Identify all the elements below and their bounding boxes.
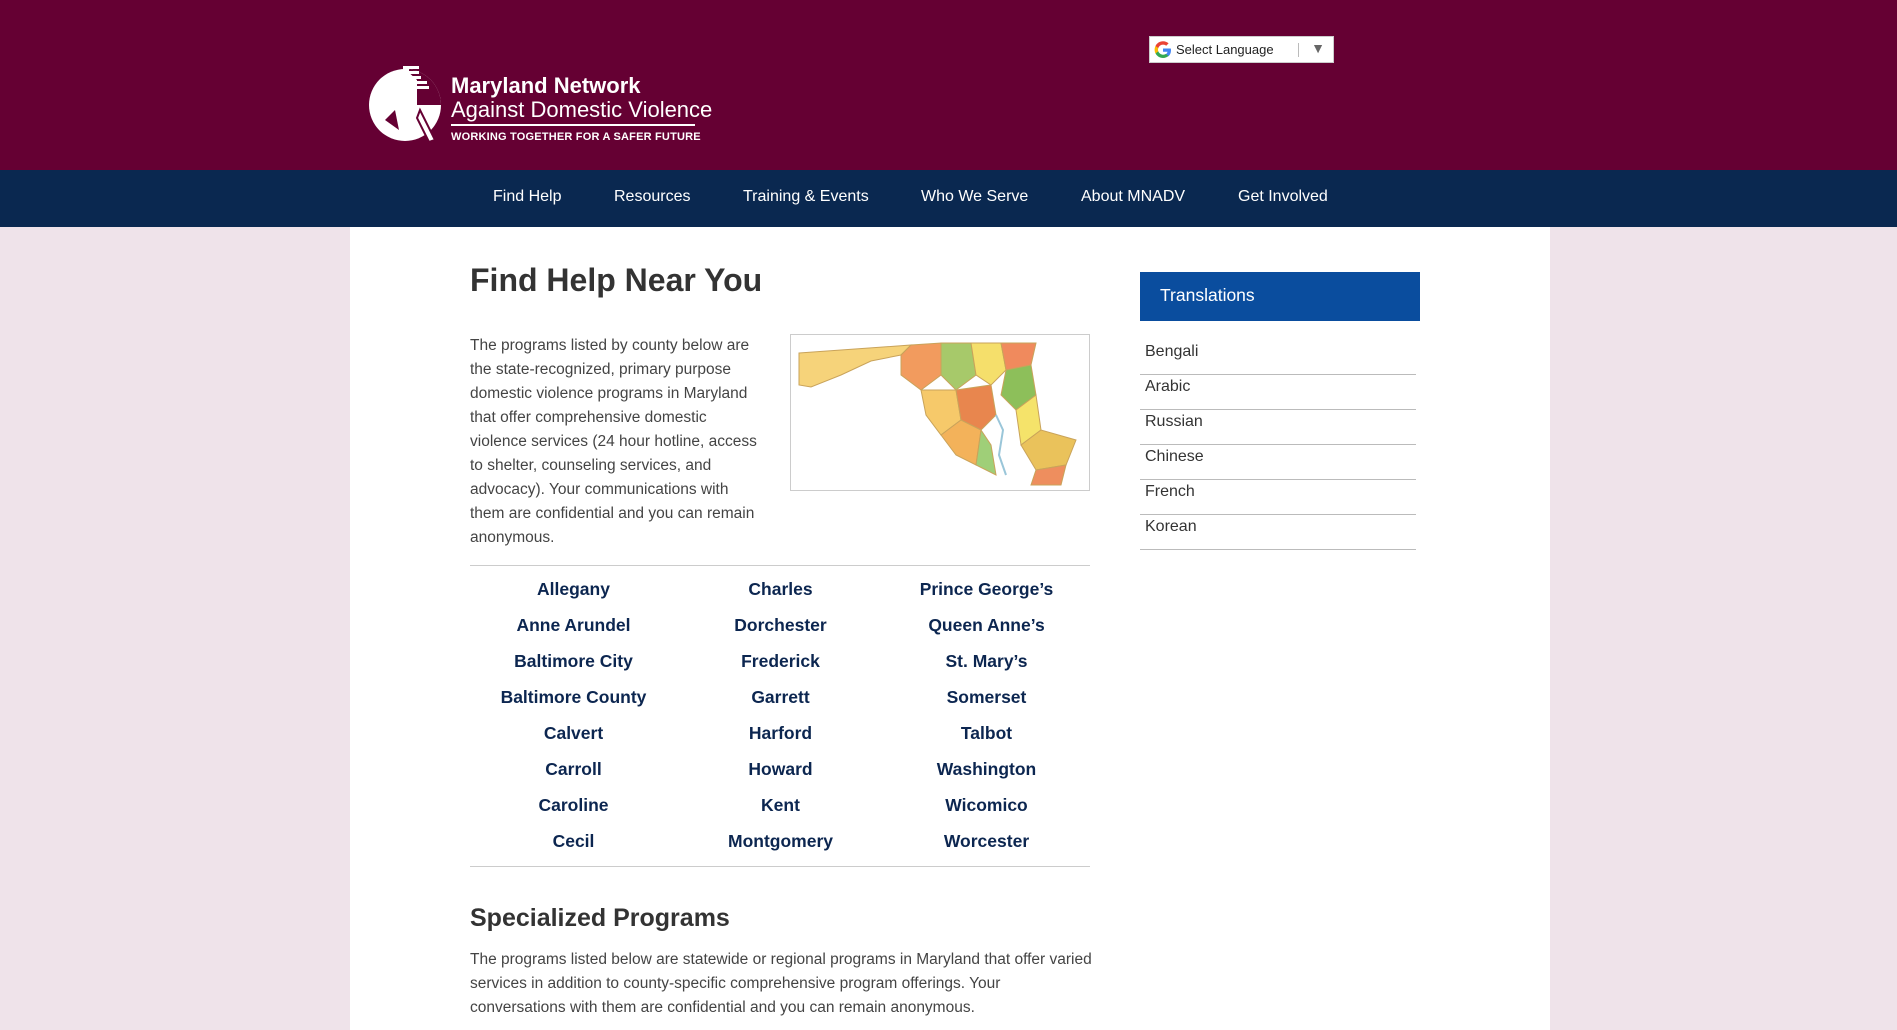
county-link[interactable]: Wicomico	[945, 795, 1028, 815]
county-link[interactable]: Charles	[748, 579, 813, 599]
maryland-county-map[interactable]	[790, 334, 1090, 491]
county-link[interactable]: Garrett	[751, 687, 810, 707]
nav-who-we-serve[interactable]: Who We Serve	[921, 188, 1029, 205]
translation-link[interactable]: French	[1140, 480, 1416, 515]
translation-link[interactable]: Bengali	[1140, 340, 1416, 375]
logo-emblem-icon	[365, 60, 455, 150]
logo-tagline: WORKING TOGETHER FOR A SAFER FUTURE	[451, 131, 701, 143]
translation-link[interactable]: Russian	[1140, 410, 1416, 445]
select-separator	[1298, 43, 1299, 57]
site-logo[interactable]	[365, 60, 713, 150]
county-link[interactable]: Prince George’s	[919, 579, 1054, 599]
translation-link[interactable]: Arabic	[1140, 375, 1416, 410]
nav-training-events[interactable]: Training & Events	[743, 188, 869, 205]
page-title: Find Help Near You	[470, 262, 763, 298]
logo-name-line1: Maryland Network	[451, 73, 641, 98]
divider	[470, 565, 1090, 566]
logo-divider	[451, 124, 695, 126]
county-link[interactable]: Washington	[936, 759, 1037, 779]
county-link[interactable]: Calvert	[543, 723, 604, 743]
county-column	[883, 577, 1090, 865]
specialized-programs-title: Specialized Programs	[470, 904, 730, 932]
logo-name-line2: Against Domestic Violence	[451, 97, 713, 122]
county-column	[470, 577, 677, 865]
nav-get-involved[interactable]: Get Involved	[1238, 188, 1328, 205]
county-link[interactable]: Howard	[748, 759, 813, 779]
county-link[interactable]: Talbot	[960, 723, 1013, 743]
maryland-map-icon	[791, 335, 1089, 490]
county-link[interactable]: Frederick	[741, 651, 820, 671]
county-link[interactable]: St. Mary’s	[945, 651, 1028, 671]
translation-link[interactable]: Chinese	[1140, 445, 1416, 480]
language-select-label: Select Language	[1176, 42, 1274, 57]
language-select[interactable]	[1149, 36, 1334, 63]
county-link[interactable]: Baltimore City	[514, 651, 633, 671]
county-link[interactable]: Harford	[748, 723, 813, 743]
county-link[interactable]: Worcester	[943, 831, 1030, 851]
intro-paragraph: The programs listed by county below are the state-recognized, primary purpose domestic violence programs in Maryland that offer comprehensive domestic violence services (24 hour hotline, access to shelter, counseling services, and advocacy). Your communications with them are confidential and you can remain anonymous.	[470, 337, 757, 546]
county-link[interactable]: Kent	[761, 795, 800, 815]
county-link[interactable]: Dorchester	[734, 615, 827, 635]
county-link[interactable]: Cecil	[552, 831, 595, 851]
translation-link[interactable]: Korean	[1140, 515, 1416, 550]
county-link[interactable]: Anne Arundel	[516, 615, 631, 635]
nav-resources[interactable]: Resources	[614, 188, 691, 205]
county-link[interactable]: Queen Anne’s	[928, 615, 1045, 635]
county-link[interactable]: Somerset	[946, 687, 1027, 707]
divider	[470, 866, 1090, 867]
specialized-programs-text: The programs listed below are statewide or regional programs in Maryland that offer varied services in addition to county-specific comprehensive program offerings. Your conversations with them are confidential and you can remain anonymous.	[470, 951, 1092, 1016]
translations-list	[1140, 340, 1416, 550]
county-link[interactable]: Carroll	[545, 759, 602, 779]
google-g-icon	[1154, 41, 1172, 59]
nav-find-help[interactable]: Find Help	[493, 188, 562, 205]
county-link[interactable]: Montgomery	[728, 831, 833, 851]
county-column	[677, 577, 884, 865]
translations-header: Translations	[1140, 272, 1420, 321]
county-link[interactable]: Allegany	[537, 579, 610, 599]
county-link[interactable]: Baltimore County	[500, 687, 647, 707]
nav-about-mnadv[interactable]: About MNADV	[1081, 188, 1186, 205]
county-link[interactable]: Caroline	[538, 795, 609, 815]
site-header	[0, 0, 1897, 170]
chevron-down-icon: ▼	[1311, 40, 1325, 56]
